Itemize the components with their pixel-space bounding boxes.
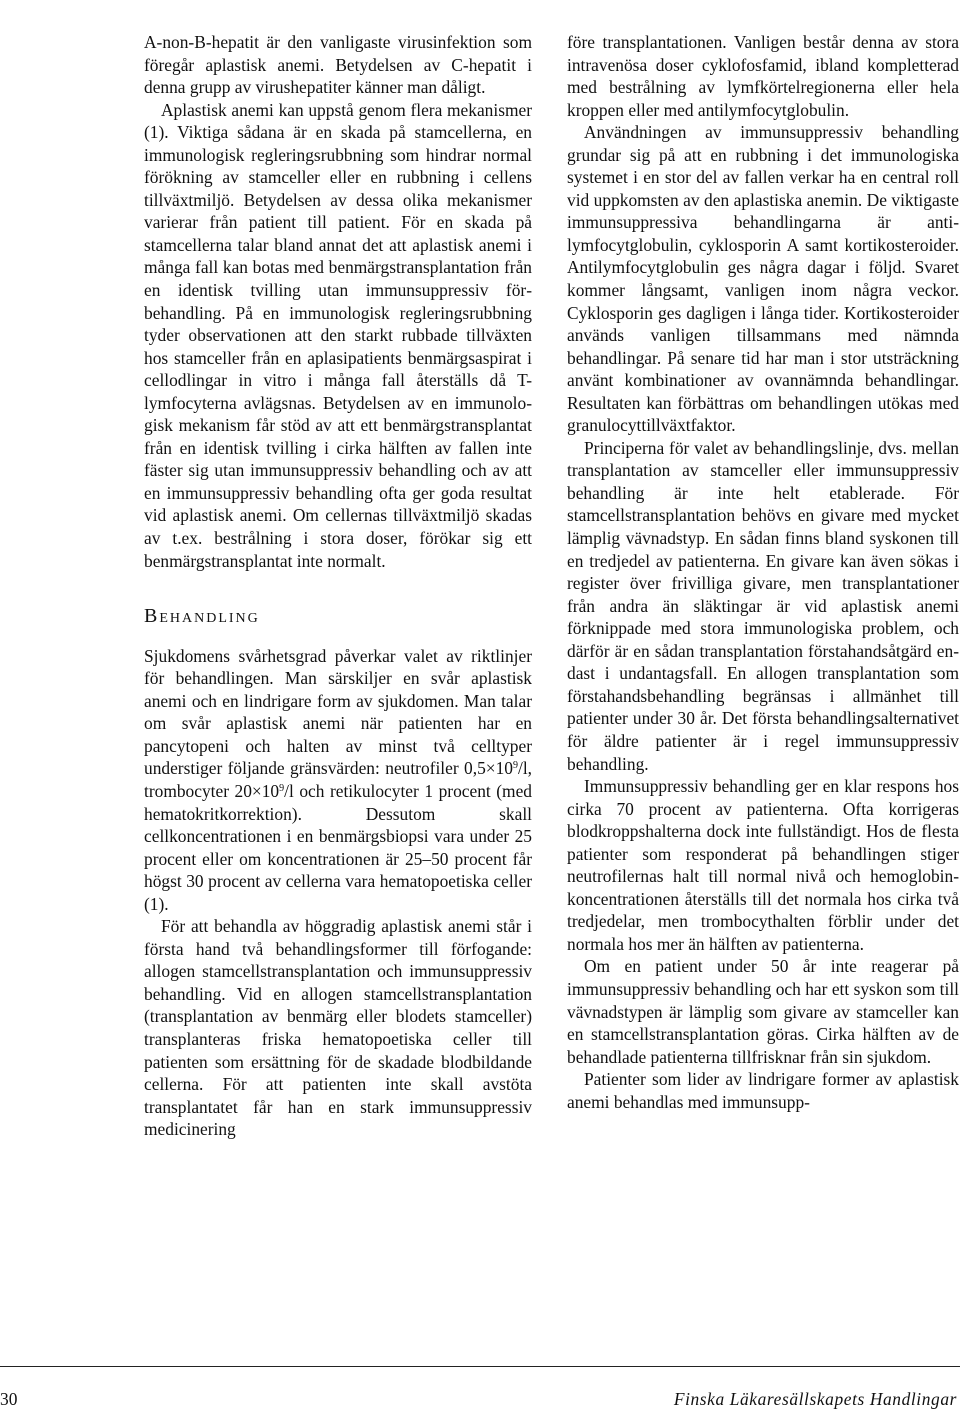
page-number: 30 bbox=[0, 1389, 18, 1409]
p3-text-c: /l och retikulocyter 1 procent (med hematokritkorrektion). Dessutom skall cellkoncentrationen i en benmärgsbiopsi vara under 25 procent eller om koncentrationen är 25–50 procent får högst 30 procent av cellerna vara hematopoetiska celler (1). bbox=[144, 780, 532, 914]
journal-name: Finska Läkaresällskapets Handlingar bbox=[673, 1389, 957, 1409]
right-paragraph-2: Användningen av immunsuppressiv behandling grundar sig på att en rubbning i det immunologiska systemet i en stor del av fallen verkar ha en central roll vid uppkomsten av den aplastiska anemin. De viktigaste immunsuppressiva behandlingarna är antilymfocytglobulin, cyklosporin A samt kortikosteroider. Antilymfocytglobulin ges några dagar i följd. Svaret kommer långsamt, vanligen inom några veckor. Cyklosporin ges dagligen i långa tider. Kortikosteroider används vanligen tillsammans med nämnda behandlingar. På senare tid har man i stor utsträckning använt kombinationer av ovannämnda behandlingar. Resultaten kan förbättras om behandlingen utökas med granulocyttillväxtfaktor. bbox=[567, 122, 959, 436]
section-heading-behandling bbox=[144, 605, 532, 631]
heading-initial: B bbox=[144, 605, 160, 628]
left-paragraph-3 bbox=[144, 645, 532, 916]
p3-text-b: /l, trombocyter 20×10 bbox=[144, 758, 532, 801]
left-paragraph-4: För att behandla av höggradig aplastisk anemi står i första hand två behandlingsformer till förfogande: allogen stamcellstransplantation och immunsuppressiv behandling. Vid en allogen stamcellstransplantation (transplantation av benmärg eller blodets stamceller) transplanteras friska hematopoetiska celler till patienten som ersättning för de skadade blodbildande cellerna. För att patienten inte skall avstöta transplantatet får han en stark immunsuppressiv medicinering bbox=[144, 916, 532, 1140]
right-paragraph-1: före transplantationen. Vanligen består denna av stora intravenösa doser cyklofosfamid, ibland kompletterad med bestrålning av lymfkörtelregionerna eller hela kroppen eller med antilymfocytglobulin. bbox=[567, 32, 959, 120]
left-paragraph-2: Aplastisk anemi kan uppstå genom flera mekanismer (1). Viktiga sådana är en skada på stamcellerna, en immunologisk regleringsrubbning som hindrar normal förökning av stamceller eller en rubbning i cellens tillväxtmiljö. Betydelsen av dessa olika mekanismer varierar från patient till patient. För en skada på stamcellerna talar bland annat det att aplastisk anemi i många fall kan botas med benmärgstransplantation från en identisk tvilling utan immunsuppressiv förbehandling. På en immunologisk regleringsrubbning tyder observationen att den starkt rubbade tillväxten hos stamceller från en aplasipatients benmärgsaspirat i cellodlingar in vitro i många fall återställs då T-lymfocyterna avlägsnas. Betydelsen av en immunologisk mekanism får stöd av att ett benmärgstransplantat från en identisk tvilling i cirka hälften av fallen inte fäster sig utan immunsuppressiv behandling och av att en immunsuppressiv behandling ofta ger goda resultat vid aplastisk anemi. Om cellernas tillväxtmiljö skadas av t.ex. bestrålning i stora doser, förökar sig ett benmärgstransplantat inte normalt. bbox=[144, 99, 532, 571]
p3-exponent-2: 9 bbox=[279, 782, 285, 794]
left-paragraph-1: A-non-B-hepatit är den vanligaste virusinfektion som föregår aplastisk anemi. Betydelsen av C-hepatit i denna grupp av virushepatiter känner man dåligt. bbox=[144, 32, 532, 98]
p3-text-a: Sjukdomens svårhetsgrad påverkar valet av riktlinjer för behandlingen. Man särskiljer en svår aplastisk anemi och en lindrigare form av sjukdomen. Man talar om svår aplastisk anemi när patienten har en pancytopeni och halten av minst två celltyper understiger följande gränsvärden: neutrofiler 0,5×10 bbox=[144, 645, 532, 779]
heading-rest: EHANDLING bbox=[159, 611, 260, 627]
p3-exponent-1: 9 bbox=[512, 760, 518, 772]
right-column bbox=[567, 31, 959, 1113]
right-paragraph-4: Immunsuppressiv behandling ger en klar respons hos cirka 70 procent av patienterna. Ofta korrigeras blodkroppshalterna dock inte fullständigt. Hos de flesta patienter som responderat på behandlingen stiger neutrofilernas halt till normal nivå och hemoglobinkoncentrationen återställs till det normala hos cirka två tredjedelar, men trombocythalten förblir under det normala hos mer än hälften av patienterna. bbox=[567, 776, 959, 954]
right-paragraph-3: Principerna för valet av behandlingslinje, dvs. mellan transplantation av stamceller eller immunsuppressiv behandling är inte helt etablerade. För stamcellstransplantation behövs en givare med mycket lämplig vävnadstyp. En sådan finns bland syskonen till en tredjedel av patienterna. En givare kan även sökas i register över frivilliga givare, men transplantationer från andra än släktingar är vid aplastisk anemi förknippade med stora immunologiska problem, och därför är en sådan transplantation förstahandsåtgärd endast i undantagsfall. En allogen transplantation som förstahandsbehandling begränsas i allmänhet till patienter under 30 år. Det första behandlingsalternativet för äldre patienter är i regel immunsuppressiv behandling. bbox=[567, 437, 959, 774]
right-paragraph-5: Om en patient under 50 år inte reagerar på immunsuppressiv behandling och har ett syskon som till vävnadstypen är lämplig som givare av stamceller kan en stamcellstransplantation göras. Cirka hälften av de behandlade patienterna tillfrisknar från sin sjukdom. bbox=[567, 956, 959, 1067]
right-paragraph-6: Patienter som lider av lindrigare former av aplastisk anemi behandlas med immunsupp- bbox=[567, 1069, 959, 1112]
footer-rule bbox=[0, 1366, 960, 1367]
left-column bbox=[144, 31, 532, 1141]
